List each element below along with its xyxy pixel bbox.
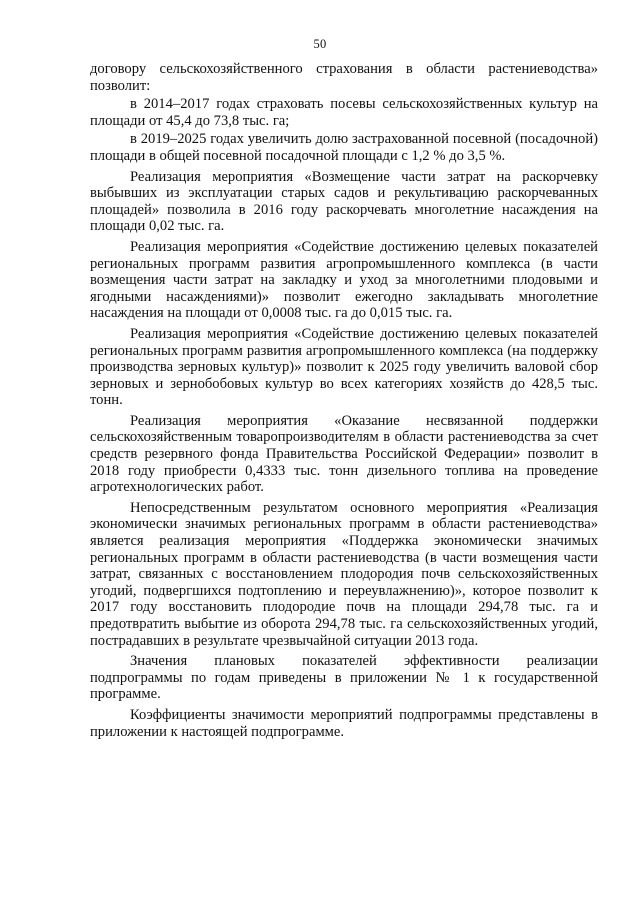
- paragraph-9: Значения плановых показателей эффективности реализации подпрограммы по годам приведены в приложении № 1 к государственной программе.: [90, 653, 598, 703]
- paragraph-10: Коэффициенты значимости мероприятий подпрограммы представлены в приложении к настоящей подпрограмме.: [90, 706, 598, 740]
- paragraph-8: Непосредственным результатом основного мероприятия «Реализация экономически значимых региональных программ в области растениеводства» является реализация мероприятия «Поддержка экономически значимых региональных программ в области растениеводства (в части возмещения части затрат, связанных с восстановлением плодородия почв сельскохозяйственных угодий, подвергшихся подтоплению и переувлажнению)», которое позволит к 2017 году восстановить плодородие почв на площади 294,78 тыс. га и предотвратить выбытие из оборота 294,78 тыс. га сельскохозяйственных угодий, пострадавших в результате чрезвычайной ситуации 2013 года.: [90, 499, 598, 649]
- paragraph-1: договору сельскохозяйственного страхования в области растениеводства» позволит:: [90, 61, 598, 94]
- paragraph-3: в 2019–2025 годах увеличить долю застрахованной посевной (посадочной) площади в общей посевной посадочной площади с 1,2 % до 3,5 %.: [90, 131, 598, 164]
- body-text: [90, 61, 598, 744]
- paragraph-2: в 2014–2017 годах страховать посевы сельскохозяйственных культур на площади от 45,4 до 73,8 тыс. га;: [90, 96, 598, 129]
- paragraph-5: Реализация мероприятия «Содействие достижению целевых показателей региональных программ развития агропромышленного комплекса (в части возмещения части затрат на закладку и уход за многолетними плодовыми и ягодными насаждениями)» позволит ежегодно закладывать многолетние насаждения на площади от 0,0008 тыс. га до 0,015 тыс. га.: [90, 238, 598, 322]
- paragraph-4: Реализация мероприятия «Возмещение части затрат на раскорчевку выбывших из эксплуатации старых садов и рекультивацию раскорчеванных площадей» позволила в 2016 году раскорчевать многолетние насаждения на площади 0,02 тыс. га.: [90, 168, 598, 235]
- page-number: 50: [313, 37, 327, 51]
- paragraph-6: Реализация мероприятия «Содействие достижению целевых показателей региональных программ развития агропромышленного комплекса (на поддержку производства зерновых культур)» позволит к 2025 году увеличить валовой сбор зерновых и зернобобовых культур во всех категориях хозяйств до 428,5 тыс. тонн.: [90, 325, 598, 409]
- paragraph-7: Реализация мероприятия «Оказание несвязанной поддержки сельскохозяйственным товаропроизводителям в области растениеводства за счет средств резервного фонда Правительства Российской Федерации» позволит в 2018 году приобрести 0,4333 тыс. тонн дизельного топлива на проведение агротехнологических работ.: [90, 412, 598, 496]
